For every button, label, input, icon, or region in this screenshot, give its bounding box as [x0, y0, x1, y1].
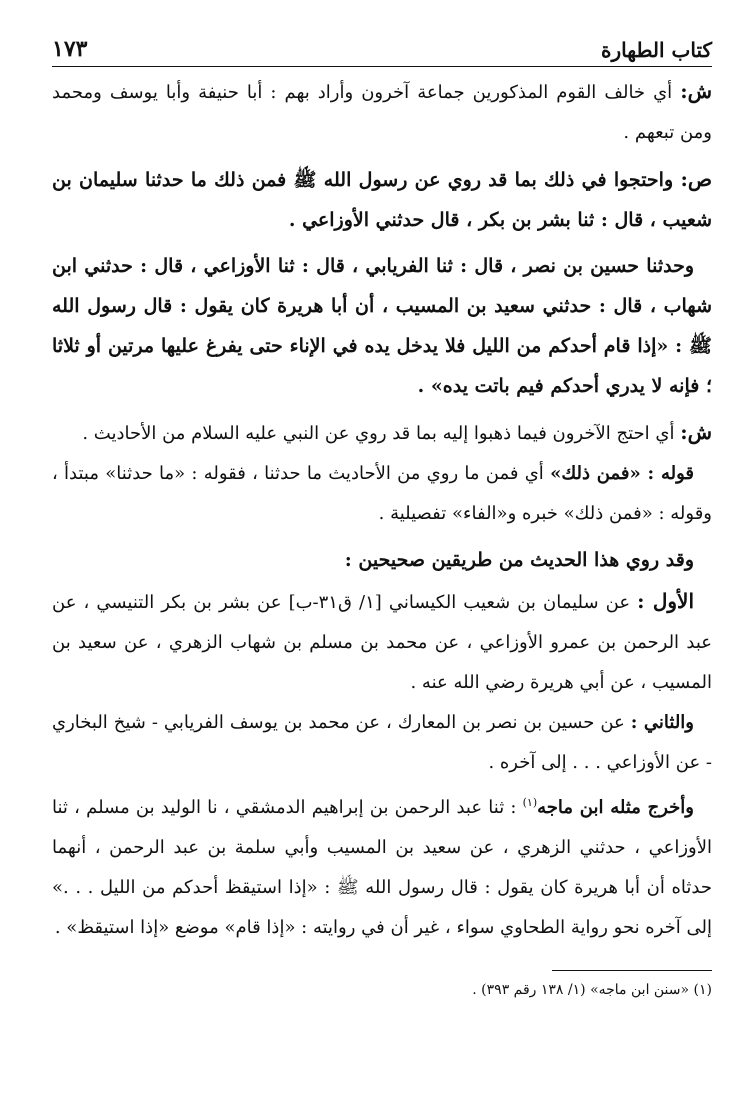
- paragraph-label: ش:: [680, 79, 712, 103]
- paragraph-text: : ثنا عبد الرحمن بن إبراهيم الدمشقي ، نا الوليد بن مسلم ، ثنا الأوزاعي ، حدثني الزهري ، عن سعيد بن المسيب وأبي سلمة بن عبد الرحمن ، أنهما حدثاه أن أبا هريرة كان يقول : قال رسول الله ﷺ : «إذا استيقظ أحدكم من الليل . . .» إلى آخره نحو رواية الطحاوي سواء ، غير أن في روايته : «إذا قام» موضع «إذا استيقظ» .: [52, 797, 712, 938]
- paragraph-1: [52, 71, 712, 153]
- paragraph-text: وحدثنا حسين بن نصر ، قال : ثنا الفريابي ، قال : ثنا الأوزاعي ، قال : حدثني ابن شهاب ، قال : حدثني سعيد بن المسيب ، أن أبا هريرة كان يقول : قال رسول الله ﷺ : «إذا قام أحدكم من الليل فلا يدخل يده في الإناء حتى يفرغ عليها مرتين أو ثلاثا ؛ فإنه لا يدري أحدكم فيم باتت يده» .: [52, 255, 712, 397]
- paragraph-text: واحتجوا في ذلك بما قد روي عن رسول الله ﷺ فمن ذلك ما حدثنا سليمان بن شعيب ، قال : ثنا بشر بن بكر ، قال حدثني الأوزاعي .: [52, 169, 712, 231]
- paragraph-label: ش:: [680, 420, 712, 444]
- paragraph-label: ص:: [680, 167, 712, 191]
- paragraph-text: عن سليمان بن شعيب الكيساني [١/ ق٣١-ب] عن بشر بن بكر التنيسي ، عن عبد الرحمن بن عمرو الأوزاعي ، عن محمد بن مسلم بن شهاب الزهري ، عن سعيد بن المسيب ، عن أبي هريرة رضي الله عنه .: [52, 592, 712, 693]
- paragraph-6: [52, 540, 712, 581]
- paragraph-label: وأخرج مثله ابن ماجه: [537, 797, 694, 818]
- paragraph-text: عن حسين بن نصر بن المعارك ، عن محمد بن يوسف الفريابي - شيخ البخاري - عن الأوزاعي . . . إلى آخره .: [52, 712, 712, 773]
- page-number: ١٧٣: [52, 36, 88, 62]
- paragraph-text: أي فمن ما روي من الأحاديث ما حدثنا ، فقوله : «ما حدثنا» مبتدأ ، وقوله : «فمن ذلك» خبره و«الفاء» تفصيلية .: [52, 463, 712, 524]
- chapter-title: كتاب الطهارة: [601, 38, 712, 62]
- paragraph-text: أي خالف القوم المذكورين جماعة آخرون وأراد بهم : أبا حنيفة وأبا يوسف ومحمد ومن تبعهم .: [52, 82, 712, 143]
- paragraph-4: [52, 412, 712, 454]
- paragraph-5: [52, 454, 712, 534]
- footnote-divider: [552, 970, 712, 971]
- paragraph-2: [52, 159, 712, 240]
- footnote: (١) «سنن ابن ماجه» (١/ ١٣٨ رقم ٣٩٣) .: [472, 982, 712, 998]
- paragraph-label: وقد روي هذا الحديث من طريقين صحيحين :: [344, 549, 694, 571]
- paragraph-9: [52, 783, 712, 948]
- paragraph-3: [52, 246, 712, 406]
- page: [52, 30, 712, 1003]
- paragraph-8: [52, 703, 712, 783]
- page-header: [52, 30, 712, 67]
- paragraph-text: أي احتج الآخرون فيما ذهبوا إليه بما قد روي عن النبي عليه السلام من الأحاديث .: [82, 423, 681, 444]
- footnote-marker: (١): [522, 796, 538, 809]
- paragraph-7: [52, 581, 712, 703]
- paragraph-label: والثاني :: [630, 712, 694, 733]
- paragraph-label: قوله : «فمن ذلك»: [550, 463, 694, 484]
- paragraph-label: الأول :: [637, 589, 694, 613]
